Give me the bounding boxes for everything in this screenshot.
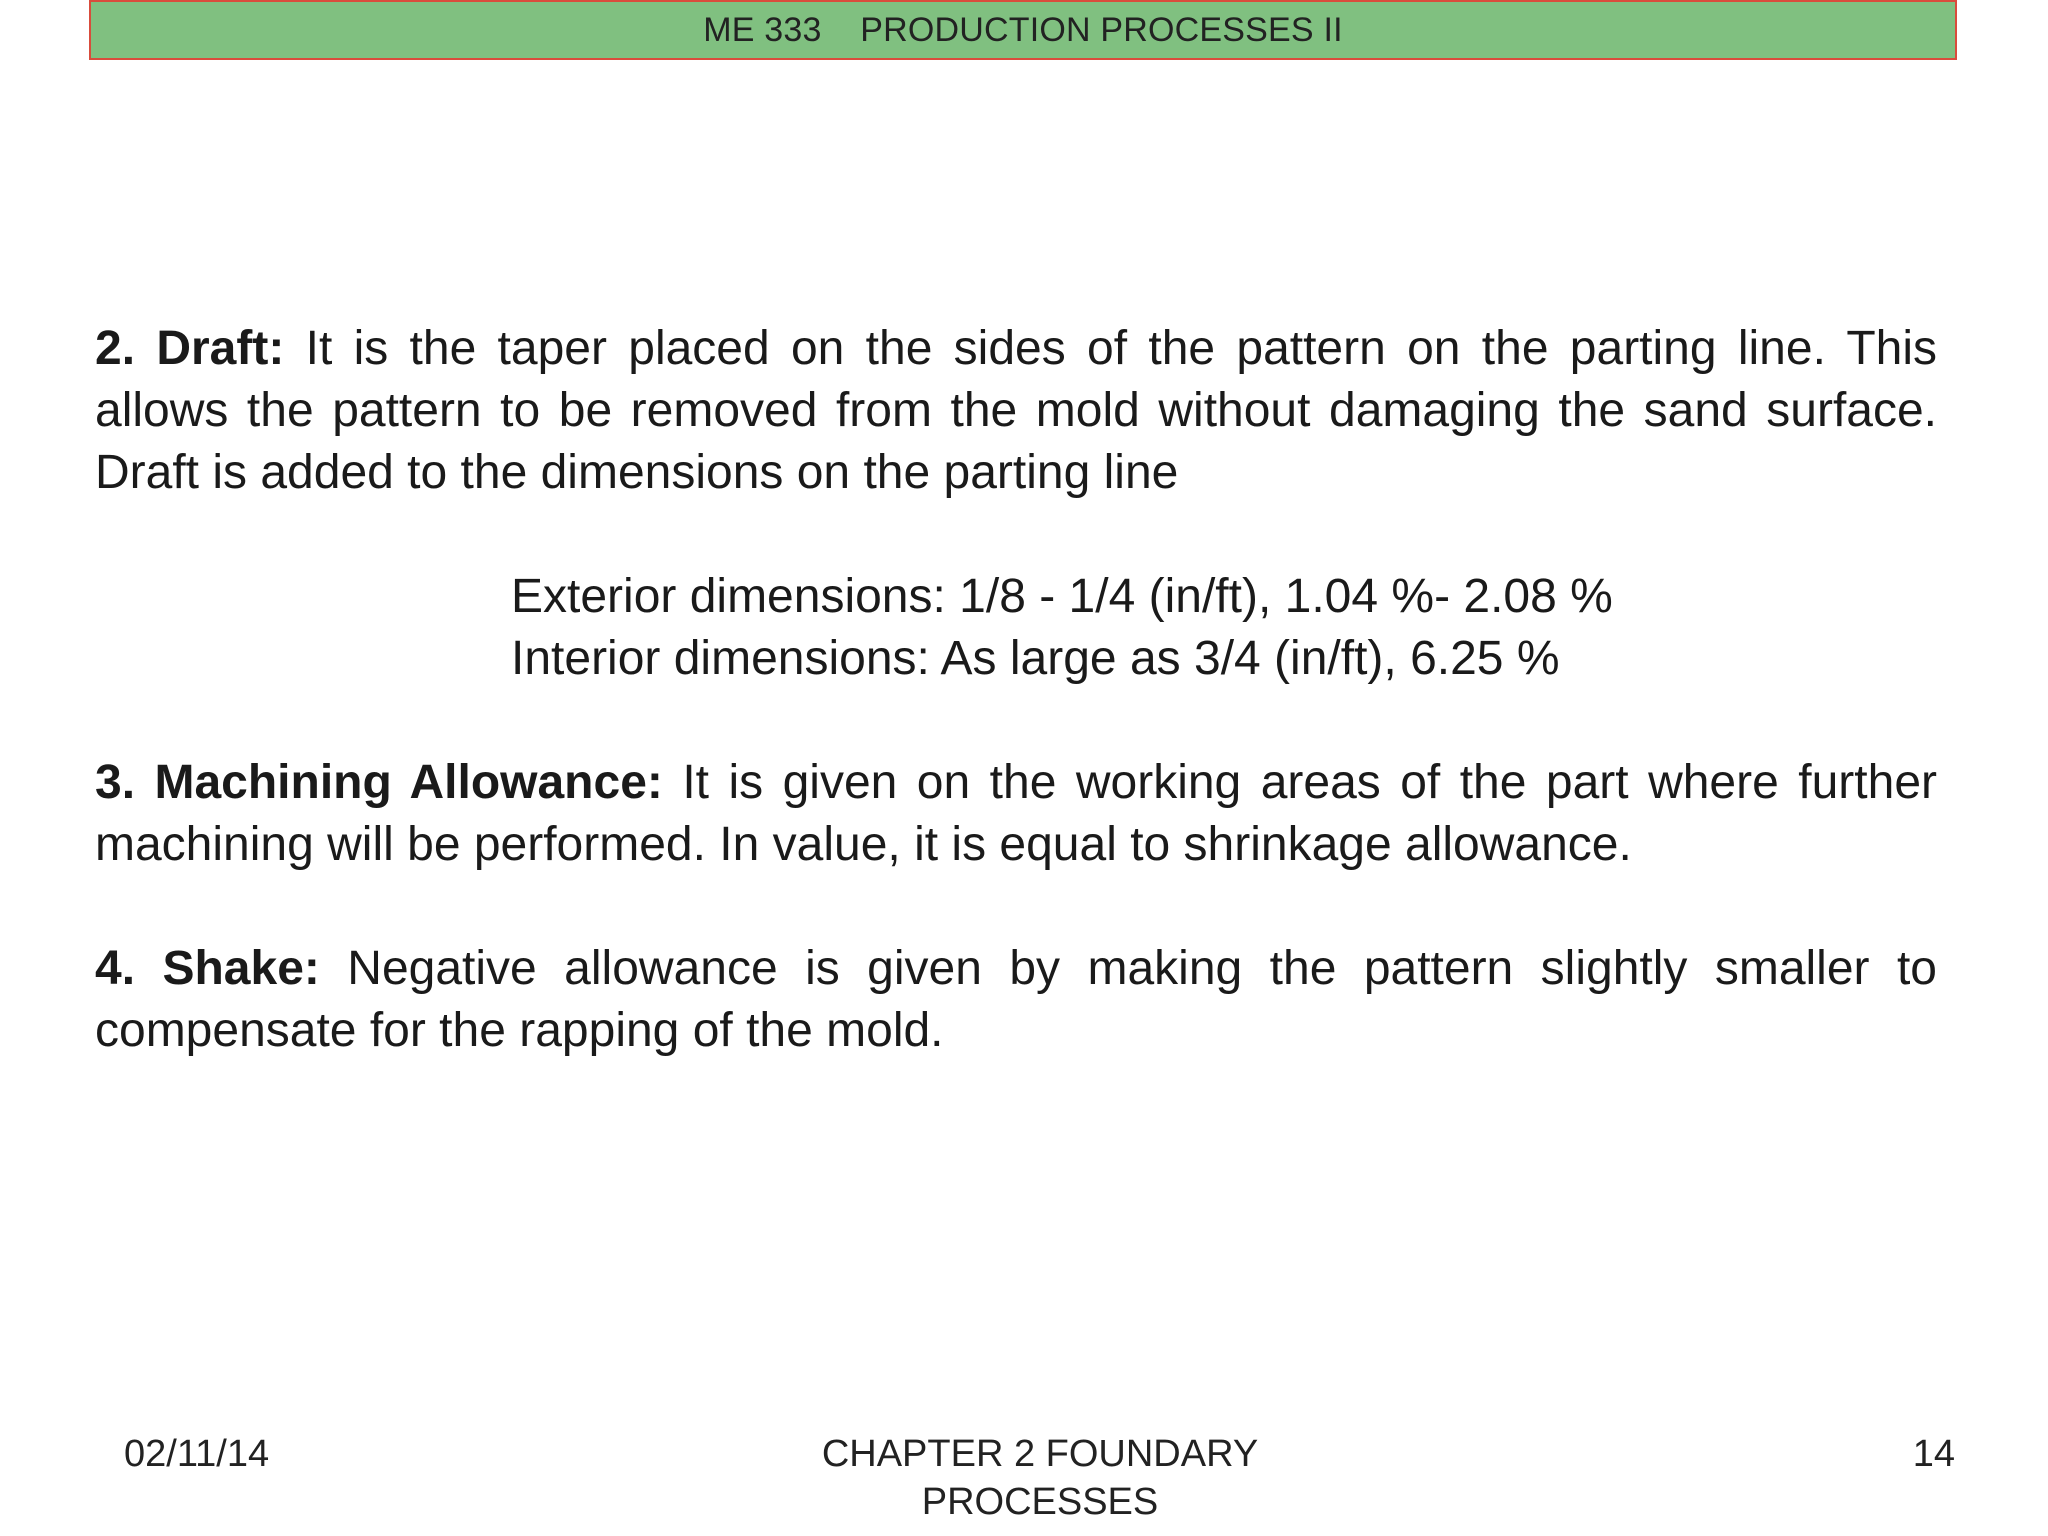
shake-paragraph bbox=[95, 938, 1937, 1062]
slide-header-bar bbox=[89, 0, 1957, 60]
footer-chapter-line2: PROCESSES bbox=[921, 1481, 1159, 1523]
draft-text: It is the taper placed on the sides of the pattern on the parting line. This allows the pattern to be removed from the mold without damaging the sand surface. Draft is added to the dimensions on the parting line bbox=[95, 322, 1938, 499]
slide-content bbox=[95, 318, 1937, 1062]
spacer bbox=[95, 690, 1937, 752]
exterior-dimensions: Exterior dimensions: 1/8 - 1/4 (in/ft), 1.04 %- 2.08 % bbox=[511, 570, 1613, 623]
shake-label: 4. Shake: bbox=[95, 942, 320, 995]
machining-label: 3. Machining Allowance: bbox=[95, 756, 663, 809]
spacer bbox=[95, 876, 1937, 938]
draft-paragraph bbox=[95, 318, 1937, 504]
shake-text: Negative allowance is given by making the pattern slightly smaller to compensate for the rapping of the mold. bbox=[95, 942, 1937, 1057]
draft-label: 2. Draft: bbox=[95, 322, 285, 375]
footer-chapter-line1: CHAPTER 2 FOUNDARY bbox=[821, 1433, 1259, 1475]
footer-chapter bbox=[740, 1430, 1340, 1526]
draft-dimensions bbox=[95, 566, 1937, 690]
interior-dimensions: Interior dimensions: As large as 3/4 (in/ft), 6.25 % bbox=[511, 632, 1560, 685]
footer-date: 02/11/14 bbox=[124, 1433, 270, 1475]
machining-text: It is given on the working areas of the part where further machining will be performed. In value, it is equal to shrinkage allowance. bbox=[95, 756, 1937, 871]
page-number: 14 bbox=[1912, 1433, 1955, 1475]
machining-paragraph bbox=[95, 752, 1937, 876]
course-title: ME 333 PRODUCTION PROCESSES II bbox=[703, 10, 1343, 49]
spacer bbox=[95, 504, 1937, 566]
